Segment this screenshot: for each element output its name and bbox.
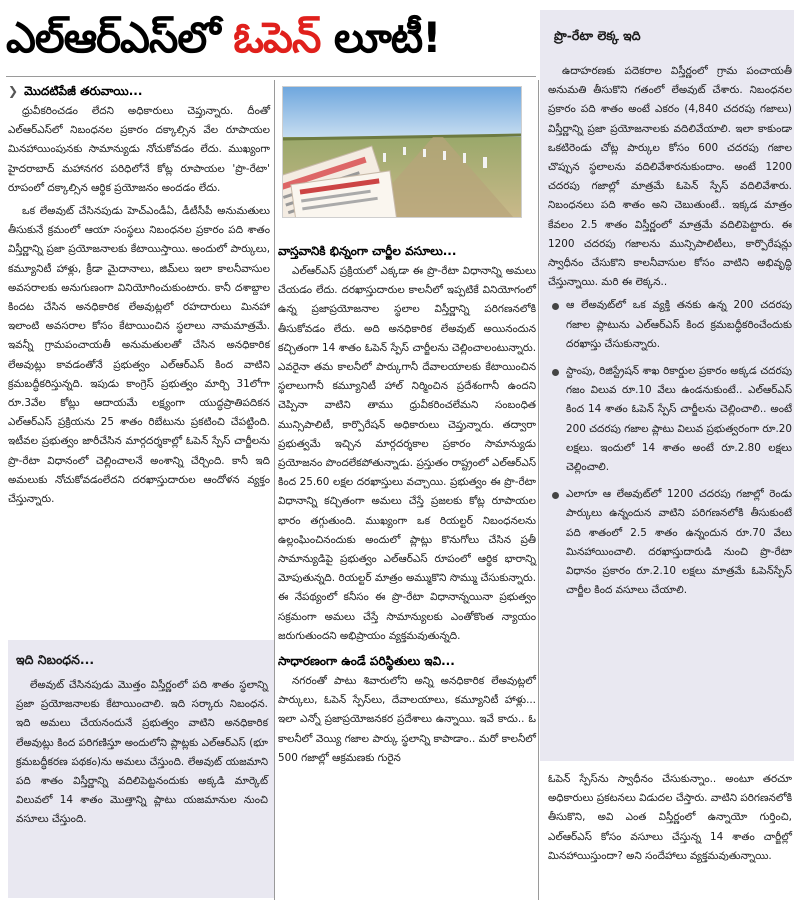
bullet-point: ఆ లేఅవుట్‌లో ఒక వ్యక్తి తనకు ఉన్న 200 చదరపు గజాల ప్లాటును ఎల్‌ఆర్‌ఎస్ కింద క్రమబద్ధీకరించేందుకు దరఖాస్తు చేసుకున్నారు. [548,296,792,354]
pro-rata-box-text: ఉదాహరణకు పదెకరాల విస్తీర్ణంలో గ్రామ పంచాయతీ అనుమతి తీసుకొని గతంలో లేఅవుట్ చేశారు. నిబంధనల ప్రకారం పది శాతం అంటే ఎకరం (4,840 చదరపు గజాలు) విస్తీర్ణాన్ని ప్రజా ప్రయోజనాలకు వదిలివేయాలి. ఇలా కాకుండా ఒకటిరెండు చోట్ల పార్కుల కోసం 600 చదరపు గజాల చొప్పున స్థలాలను వదిలివేశారనుకుందాం. అంటే 1200 చదరపు గజాల్లో మాత్రమే ఓపెన్ స్పేస్ వదిలివేశారు. నిబంధనలు పది శాతం అని చెబుతుంటే.. ఇక్కడ మాత్రం కేవలం 2.5 శాతం విస్తీర్ణంలో మాత్రమే వదిలిపెట్టారు. ఈ 1200 చదరపు గజాలను మున్సిపాలిటీలు, కార్పొరేషన్లు స్వాధీనం చేసుకొని కాలనీవాసుల కోసం వాటిని అభివృద్ధి చేస్తున్నాయి. మరి ఈ లెక్కన.. [548,65,792,289]
rule-box [16,648,268,834]
headline-rule [6,76,536,77]
article-column-3 [548,770,792,870]
pro-rata-box-title: ప్రొ-రేటా లెక్క ఇది [554,28,641,43]
column-divider [274,80,275,900]
headline-highlight: ఓపెన్ [233,13,321,62]
column-divider [538,80,539,900]
rule-box-text: లేఅవుట్ చేసినపుడు మొత్తం విస్తీర్ణంలో పది శాతం స్థలాన్ని ప్రజా ప్రయోజనాలకు కేటాయించాలి. ఇది సర్కారు నిబంధన. ఇది అమలు చేయనందునే ప్రభుత్వం వాటిని అనధికారిక లేఅవుట్లు కింద పరిగణిస్తూ అందులోని ప్లాట్లకు ఎల్‌ఆర్‌ఎస్ (భూ క్రమబద్ధీకరణ పథకం)ను అమలు చేస్తుంది. లేఅవుట్ యజమాని పది శాతం విస్తీర్ణాన్ని వదిలిపెట్టనందుకు అక్కడి మార్కెట్ విలువలో 14 శాతం మొత్తాన్ని ప్లాటు యజమానుల నుంచి వసూలు చేస్తుంది. [16,679,268,826]
arrow-icon: ❯ [8,84,19,98]
section-subhead: వాస్తవానికి భిన్నంగా చార్జీల వసూలు... [278,244,457,258]
layout-photo [282,86,522,218]
paragraph: ఓపెన్ స్పేస్‌ను స్వాధీనం చేసుకున్నాం.. అంటూ తరచూ అధికారులు ప్రకటనలు విడుదల చేస్తారు. వాటిని పరిగణనలోకి తీసుకొని, అవి ఎంత విస్తీర్ణంలో ఉన్నాయో గుర్తించి, ఎల్‌ఆర్‌ఎస్ కోసం వసూలు చేస్తున్న 14 శాతం చార్జీల్లో మినహాయిస్తుందా? అని సందేహాలు వ్యక్తమవుతున్నాయి. [548,773,792,862]
bullet-point: స్టాంపు, రిజిస్ట్రేషన్ శాఖ రికార్డుల ప్రకారం అక్కడ చదరపు గజం విలువ రూ.10 వేలు ఉండనుకుంటే.. ఎల్‌ఆర్‌ఎస్ కింద 14 శాతం ఓపెన్ స్పేస్ చార్జీలను చెల్లించాలి.. అంటే 200 చదరపు గజాల ప్లాటు విలువ ప్రభుత్వరంగా రూ.20 లక్షలు. ఇందులో 14 శాతం అంటే రూ.2.80 లక్షలు చెల్లించాలి. [548,362,792,477]
paragraph: ధ్రువీకరించడం లేదని అధికారులు చెప్తున్నారు. దీంతో ఎల్‌ఆర్‌ఎస్‌లో నిబంధనల ప్రకారం దక్కాల్సిన వేల రూపాయల మినహాయింపునకు సామాన్యుడు నోచుకోవడం లేదు. ముఖ్యంగా హైదరాబాద్ మహానగర పరిధిలోనే కోట్ల రూపాయల 'ప్రొ-రేటా' రూపంలో దక్కాల్సిన ఆర్థిక ప్రయోజనం అందడం లేదు. [8,105,270,194]
bullet-point: ఎలాగూ ఆ లేఅవుట్‌లో 1200 చదరపు గజాల్లో రెండు పార్కులు ఉన్నందున వాటిని పరిగణనలోకి తీసుకుంటే పది శాతంలో 2.5 శాతం ఉన్నందున రూ.70 వేలు మినహాయించాలి. దరఖాస్తుదారుడి నుంచి ప్రొ-రేటా విధానం ప్రకారం రూ.2.10 లక్షలు మాత్రమే ఓపెన్‌స్పేస్ చార్జీల కింద వసూలు చేయాలి. [548,485,792,600]
paragraph: నగరంతో పాటు శివారులోని అన్ని అనధికారిక లేఅవుట్లలో పార్కులు, ఓపెన్ స్పేస్‌లు, దేవాలయాలు, కమ్యూనిటీ హాళ్లు... ఇలా ఎన్నో ప్రజాప్రయోజనకర ప్రదేశాలు ఉన్నాయి. ఇవే కాదు.. ఓ కాలనీలో వెయ్యి గజాల పార్కు స్థలాన్ని కాపాడాం.. మరో కాలనీలో 500 గజాల్లో ఆక్రమణకు గురైన [278,675,536,764]
rule-box-title: ఇది నిబంధన... [16,652,95,667]
layout-photo-image [283,87,521,217]
article-column-1 [8,84,270,513]
paragraph: ఎల్‌ఆర్‌ఎస్ ప్రక్రియలో ఎక్కడా ఈ ప్రొ-రేటా విధానాన్ని అమలు చేయడం లేదు. దరఖాస్తుదారుల కాలనీలో ఇప్పటికే వినియోగంలో ఉన్న ప్రజాప్రయోజనాల స్థలాల విస్తీర్ణాన్ని పరిగణనలోకి తీసుకోవడం లేదు. అది అనధికారిక లేఅవుట్ అయినందున కచ్చితంగా 14 శాతం ఓపెన్ స్పేస్ చార్జీలను చెల్లించాలంటున్నారు. ఎవరైనా తమ కాలనీలో పార్కుగానీ దేవాలయాలకు కేటాయించిన స్థలాలుగానీ కమ్యూనిటీ హాల్ నిర్మించిన ప్రదేశంగానీ ఉందని చెప్పినా వాటిని తాము ధ్రువీకరించలేమని సంబంధిత మున్సిపాలిటీ, కార్పొరేషన్ అధికారులు చెప్తున్నారు. తద్వారా ప్రభుత్వమే ఇచ్చిన మార్గదర్శకాల ప్రకారం సామాన్యుడు ప్రయోజనం పొందలేకపోతున్నాడు. ప్రస్తుతం రాష్ట్రంలో ఎల్‌ఆర్‌ఎస్ కింద 25.60 లక్షల దరఖాస్తులు వచ్చాయి. ప్రభుత్వం ఈ ప్రొ-రేటా విధానాన్ని కచ్చితంగా అమలు చేస్తే ప్రజలకు కోట్ల రూపాయల భారం తగ్గుతుంది. ముఖ్యంగా ఒక రియల్టర్ నిబంధనలను ఉల్లంఘించినందుకు అందులో ప్లాట్లు కొనుగోలు చేసిన ప్రతీ సామాన్యుడిపై ప్రభుత్వం ఎల్‌ఆర్‌ఎస్ రూపంలో ఆర్థిక భారాన్ని మోపుతున్నది. రియల్టర్ మాత్రం అమ్ముకొని సొమ్ము చేసుకున్నారు. ఈ నేపథ్యంలో కనీసం ఈ ప్రొ-రేటా విధానాన్నయినా ప్రభుత్వం సక్రమంగా అమలు చేస్తే సామాన్యులకు ఎంతోకొంత న్యాయం జరుగుతుందని అభిప్రాయం వ్యక్తమవుతున్నది. [278,265,536,642]
continuation-subhead [8,80,270,102]
headline-part-1: ఎల్‌ఆర్‌ఎస్‌లో [6,13,234,62]
headline [6,6,530,70]
article-column-2 [278,240,536,772]
headline-part-3: లూటీ! [320,13,441,62]
paragraph: ఒక లేఅవుట్ చేసినపుడు హెచ్‌ఎండీఏ, డీటీసీపీ అనుమతులు తీసుకునే క్రమంలో ఆయా సంస్థలు నిబంధనల ప్రకారం పది శాతం విస్తీర్ణాన్ని ప్రజా ప్రయోజనాలకు కేటాయిస్తాయి. అందులో పార్కులు, కమ్యూనిటీ హాళ్లు, క్రీడా మైదానాలు, జిమ్‌లు ఇలా కాలనీవాసుల అవసరాలకు అనుగుణంగా వినియోగించుకుంటారు. కానీ దశాబ్దాల కిందట చేసిన అనధికారిక లేఅవుట్లలో రహదారులు మినహా ఇలాంటి అవసరాల కోసం కేటాయించిన స్థలాలు నామమాత్రమే. ఇవన్నీ గ్రామపంచాయతీ అనుమతులతో చేసిన అనధికారిక లేఅవుట్లు కావడంతోనే ప్రభుత్వం ఎల్‌ఆర్‌ఎస్ కింద వాటిని క్రమబద్ధీకరిస్తున్నది. ఇపుడు కాంగ్రెస్ ప్రభుత్వం మార్చి 31లోగా రూ.3వేల కోట్లు ఆదాయమే లక్ష్యంగా యుద్ధప్రాతిపదికన ఎల్‌ఆర్‌ఎస్ ప్రక్రియను 25 శాతం రిబేటును ప్రకటించి చేపట్టింది. ఇటీవల ప్రభుత్వం జారీచేసిన మార్గదర్శకాల్లో ఓపెన్ స్పేస్ చార్జీలను ప్రొ-రేటా విధానంలో చెల్లించాలనే అంశాన్ని చేర్చింది. కానీ ఇది అమలుకు నోచుకోవడంలేదని దరఖాస్తుదారుల ఆందోళన వ్యక్తం చేస్తున్నారు. [8,205,270,506]
continuation-subhead-text: మొదటిపేజీ తరువాయి... [24,84,143,98]
section-subhead: సాధారణంగా ఉండే పరిస్థితులు ఇవి... [278,654,455,669]
pro-rata-box [548,28,792,608]
